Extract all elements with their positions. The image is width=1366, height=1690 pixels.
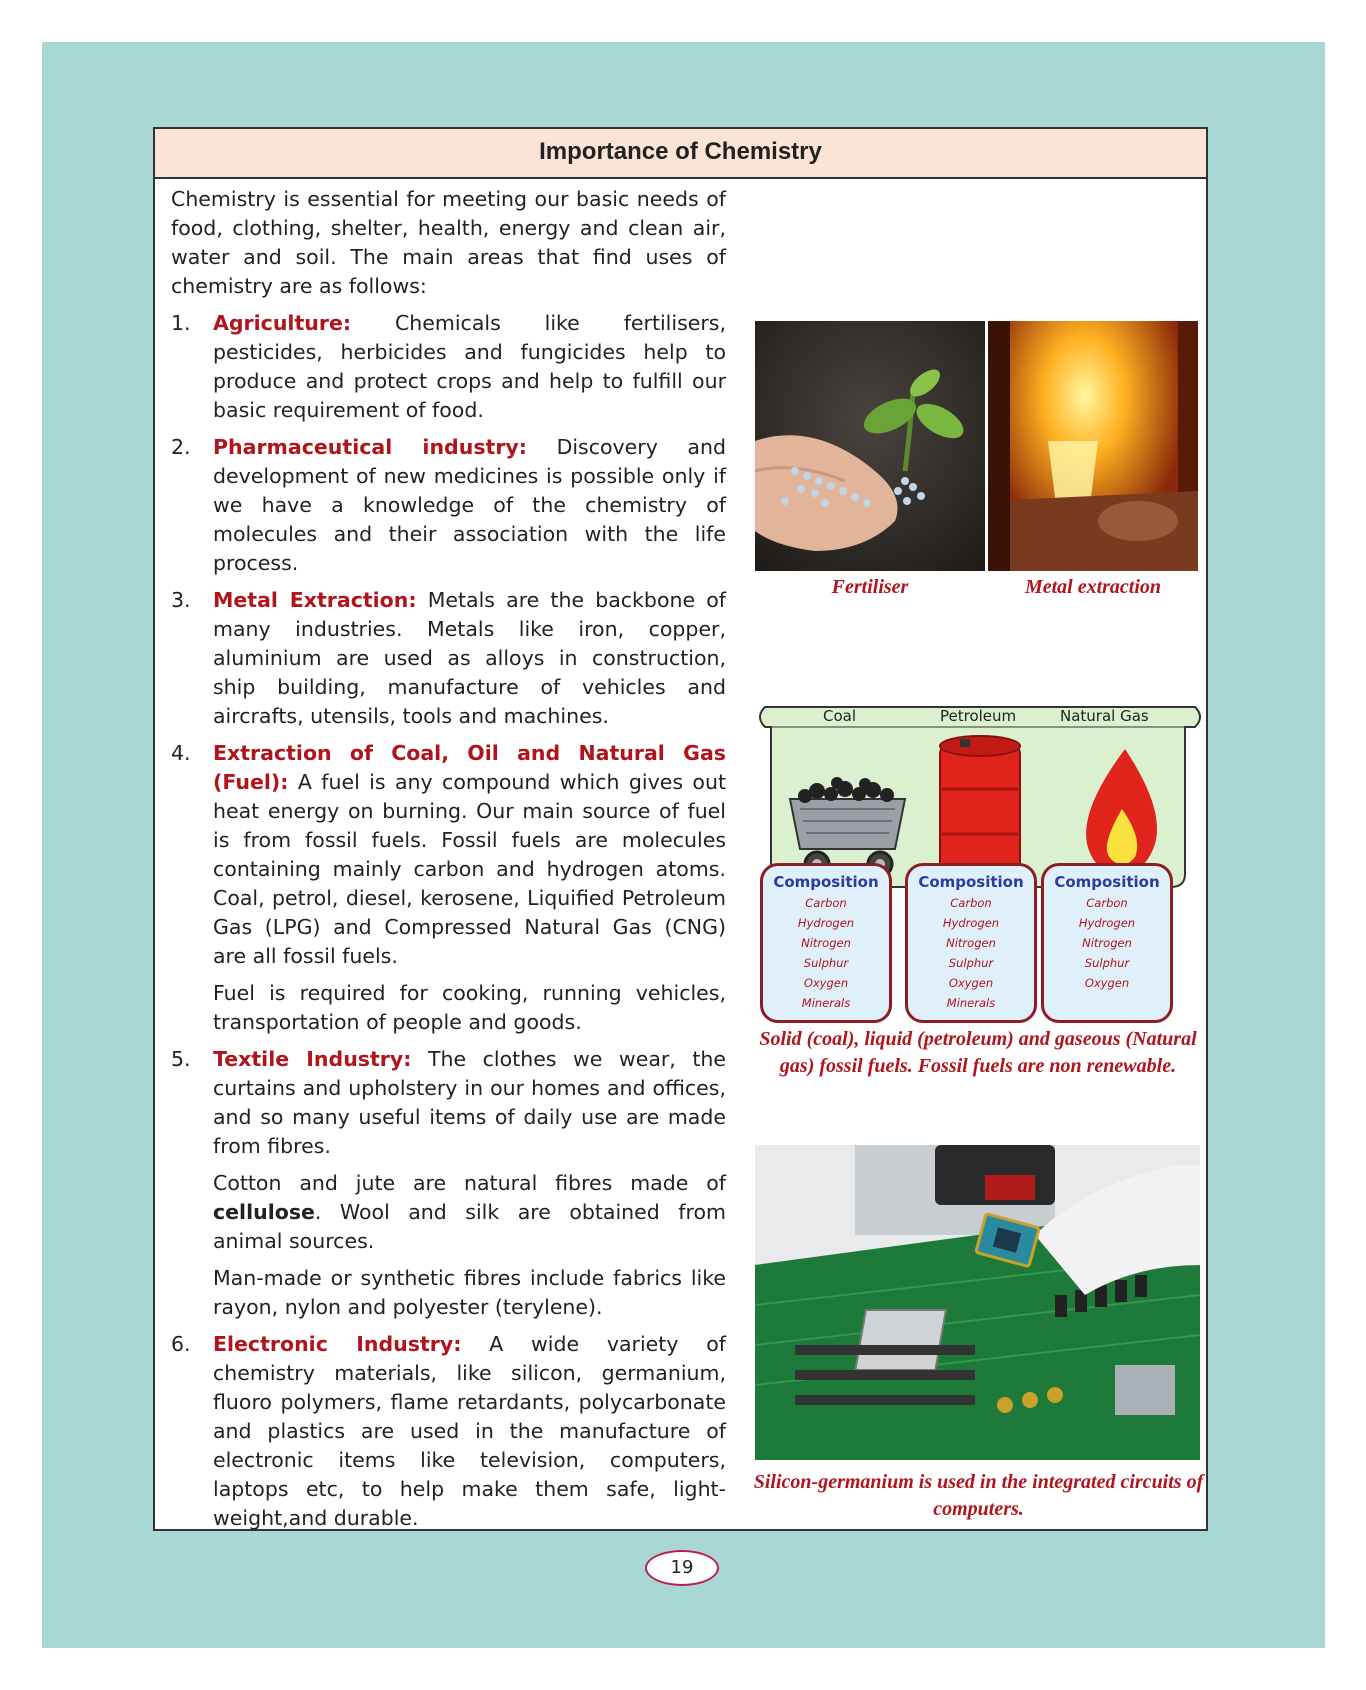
item-text: Discovery and development of new medicines is possible only if we have a knowledge of the chemistry of molecules and their association with the life process. xyxy=(213,435,726,575)
item-text: Metals are the backbone of many industries. Metals like iron, copper, aluminium are used as alloys in construction, ship building, manufacture of vehicles and aircrafts, utensils, tools and machines. xyxy=(213,588,726,728)
composition-title: Composition xyxy=(1054,873,1160,891)
composition-item: Carbon xyxy=(805,896,847,910)
page-title: Importance of Chemistry xyxy=(155,129,1206,179)
composition-item: Nitrogen xyxy=(801,936,851,950)
composition-item: Minerals xyxy=(946,996,996,1010)
item-subparagraph: Fuel is required for cooking, running vehicles, transportation of people and goods. xyxy=(213,981,726,1034)
item-number: 5. xyxy=(171,1047,191,1071)
item-number: 6. xyxy=(171,1332,191,1356)
sub-text: . Wool and silk are obtained from animal sources. xyxy=(213,1200,726,1253)
natural-gas-label: Natural Gas xyxy=(1060,707,1149,725)
content-box xyxy=(153,127,1208,1531)
item-keyword: Agriculture: xyxy=(213,311,352,335)
fuel-illustration xyxy=(755,699,1205,889)
item-number: 3. xyxy=(171,588,191,612)
composition-item: Sulphur xyxy=(948,956,994,970)
intro-paragraph: Chemistry is essential for meeting our basic needs of food, clothing, shelter, health, energy and clean air, water and soil. The main areas that find uses of chemistry are as follows: xyxy=(171,187,726,298)
chip-caption: Silicon-germanium is used in the integrated circuits of computers. xyxy=(753,1471,1204,1520)
text-column xyxy=(171,185,726,1541)
composition-item: Minerals xyxy=(801,996,851,1010)
item-text: Chemicals like fertilisers, pesticides, herbicides and fungicides help to produce and protect crops and help to fulfill our basic requirement of food. xyxy=(213,311,726,422)
composition-item: Oxygen xyxy=(948,976,994,990)
petroleum-label: Petroleum xyxy=(940,707,1017,725)
item-subparagraph: Man-made or synthetic fibres include fabrics like rayon, nylon and polyester (terylene). xyxy=(213,1266,726,1319)
list-item xyxy=(171,1330,726,1533)
composition-item: Hydrogen xyxy=(942,916,1000,930)
list-item xyxy=(171,586,726,731)
composition-title: Composition xyxy=(773,873,879,891)
item-subparagraph xyxy=(213,1169,726,1256)
oil-barrel-icon xyxy=(940,736,1020,874)
item-keyword: Metal Extraction: xyxy=(213,588,417,612)
item-text: The clothes we wear, the curtains and upholstery in our homes and offices, and so many useful items of daily use are made from fibres. xyxy=(213,1047,726,1158)
item-number: 1. xyxy=(171,311,191,335)
composition-item: Nitrogen xyxy=(946,936,996,950)
gas-composition-card xyxy=(1041,863,1173,1023)
page-number: 19 xyxy=(645,1550,719,1586)
item-keyword: Extraction of Coal, Oil and Natural Gas (Fuel): xyxy=(213,741,726,794)
composition-item: Carbon xyxy=(1086,896,1128,910)
composition-title: Composition xyxy=(918,873,1024,891)
list-item xyxy=(171,309,726,425)
composition-item: Sulphur xyxy=(1084,956,1130,970)
composition-item: Sulphur xyxy=(803,956,849,970)
sub-text: Cotton and jute are natural fibres made of xyxy=(213,1171,726,1195)
list-item xyxy=(171,1045,726,1322)
metal-caption: Metal extraction xyxy=(1024,576,1162,598)
item-text: A wide variety of chemistry materials, like silicon, germanium, fluoro polymers, flame retardants, polycarbonate and plastics are used in the manufacture of electronic items like television, computers, laptops etc, to help make them safe, light-weight,and durable. xyxy=(213,1332,726,1530)
petroleum-composition-card xyxy=(905,863,1037,1023)
uses-list xyxy=(171,309,726,1533)
item-text: A fuel is any compound which gives out heat energy on burning. Our main source of fuel is from fossil fuels. Fossil fuels are molecules containing mainly carbon and hydrogen atoms. Coal, petrol, diesel, kerosene, Liquified Petroleum Gas (LPG) and Compressed Natural Gas (CNG) are all fossil fuels. xyxy=(213,770,726,968)
sub-bold: cellulose xyxy=(213,1200,315,1224)
list-item xyxy=(171,739,726,1037)
composition-item: Oxygen xyxy=(1084,976,1130,990)
coal-composition-card xyxy=(760,863,892,1023)
composition-item: Hydrogen xyxy=(1078,916,1136,930)
list-item xyxy=(171,433,726,578)
fuels-caption: Solid (coal), liquid (petroleum) and gaseous (Natural gas) fossil fuels. Fossil fuels are non renewable. xyxy=(759,1028,1197,1077)
item-keyword: Textile Industry: xyxy=(213,1047,412,1071)
item-number: 2. xyxy=(171,435,191,459)
fertiliser-caption: Fertiliser xyxy=(831,576,909,598)
composition-item: Hydrogen xyxy=(797,916,855,930)
fossil-fuel-diagram xyxy=(755,699,1205,1029)
fertiliser-image xyxy=(755,321,985,571)
item-number: 4. xyxy=(171,741,191,765)
item-keyword: Pharmaceutical industry: xyxy=(213,435,527,459)
item-keyword: Electronic Industry: xyxy=(213,1332,462,1356)
composition-item: Oxygen xyxy=(803,976,849,990)
metal-extraction-image xyxy=(988,321,1198,571)
circuit-board-image xyxy=(755,1145,1200,1460)
coal-label: Coal xyxy=(823,707,857,725)
composition-item: Carbon xyxy=(950,896,992,910)
composition-item: Nitrogen xyxy=(1082,936,1132,950)
